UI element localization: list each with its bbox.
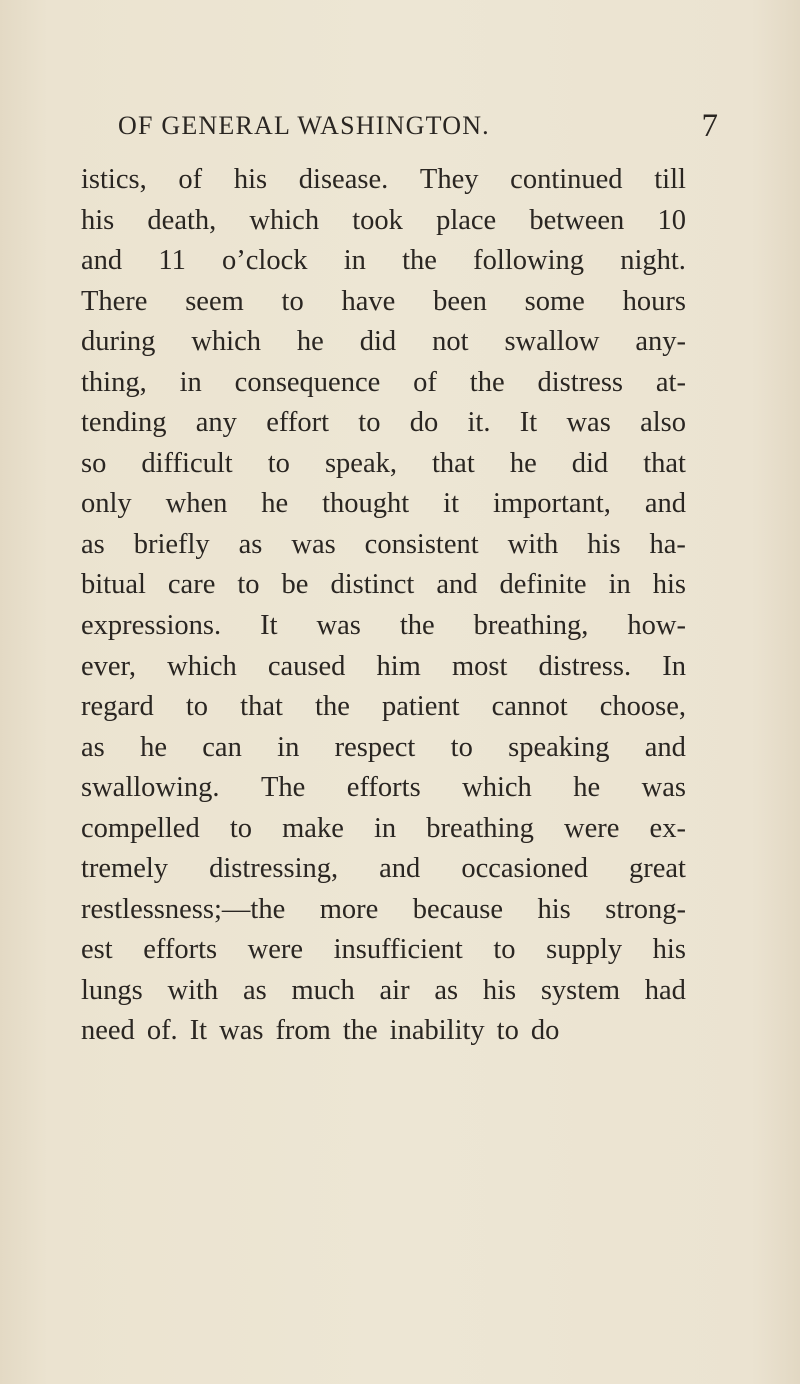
text-line: and 11 o’clock in the following night. (81, 245, 686, 277)
body-text (81, 160, 686, 1052)
text-line: thing, in consequence of the distress at- (81, 366, 686, 398)
text-line: swallowing. The efforts which he was (81, 772, 686, 804)
text-line: regard to that the patient cannot choose, (81, 691, 686, 723)
text-line: restlessness;—the more because his strong- (81, 893, 686, 925)
text-line: There seem to have been some hours (81, 285, 686, 317)
text-line: as briefly as was consistent with his ha- (81, 528, 686, 560)
text-line: as he can in respect to speaking and (81, 731, 686, 763)
running-head (118, 104, 718, 148)
text-line: so difficult to speak, that he did that (81, 447, 686, 479)
text-line: istics, of his disease. They continued till (81, 164, 686, 195)
text-line: his death, which took place between 10 (81, 204, 686, 236)
running-title: OF GENERAL WASHINGTON. (118, 111, 490, 140)
text-line: expressions. It was the breathing, how- (81, 610, 686, 642)
text-line: during which he did not swallow any- (81, 326, 686, 358)
text-line: tending any effort to do it. It was also (81, 407, 686, 439)
text-line: ever, which caused him most distress. In (81, 650, 686, 682)
text-line: compelled to make in breathing were ex- (81, 812, 686, 844)
page-number: 7 (701, 108, 718, 144)
text-line: tremely distressing, and occasioned great (81, 853, 686, 885)
text-line: lungs with as much air as his system had (81, 974, 686, 1006)
text-line: bitual care to be distinct and definite in his (81, 569, 686, 601)
text-line: need of. It was from the inability to do (81, 1015, 560, 1047)
text-line: est efforts were insufficient to supply his (81, 934, 686, 966)
text-line: only when he thought it important, and (81, 488, 686, 520)
